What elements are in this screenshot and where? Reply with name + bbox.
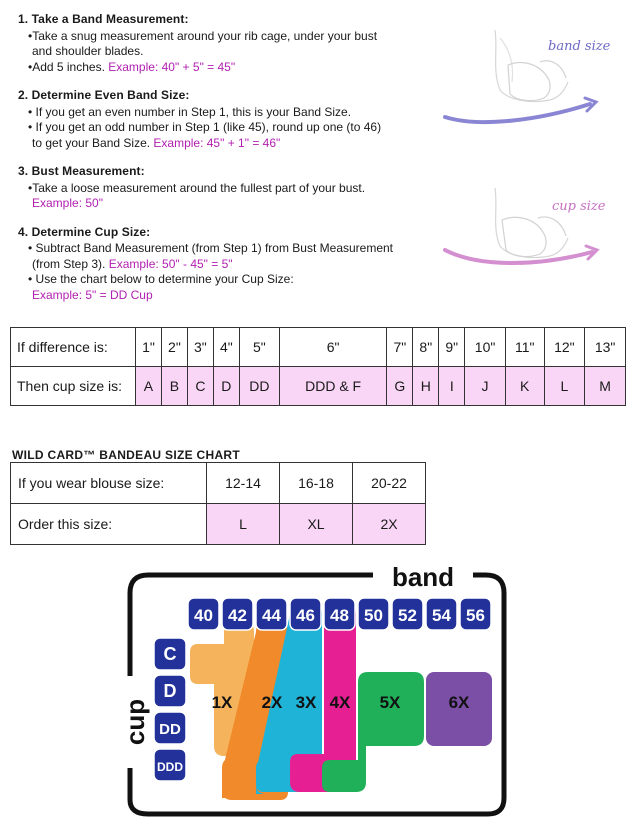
difference-cell: 10" [465, 328, 506, 367]
cup-chip-label: DD [159, 721, 181, 738]
band-chip [256, 598, 287, 630]
size-label-5x: 5X [379, 693, 401, 712]
difference-cell: 12" [544, 328, 585, 367]
order-size-cell: 2X [353, 504, 426, 545]
step-line [18, 44, 448, 60]
cup-chip-label: DDD [157, 760, 183, 774]
step-line [18, 181, 448, 197]
step-text: • If you get an odd number in Step 1 (like 45), round up one (to 46) [28, 120, 382, 134]
band-chip-label: 56 [466, 606, 485, 625]
cup-size-cell: DD [239, 367, 279, 406]
step-line [18, 105, 448, 121]
step-text: •Add 5 inches. [28, 59, 109, 74]
instructions [18, 12, 448, 316]
cup-size-row-label: Then cup size is: [11, 367, 136, 406]
band-cup-size-chart [118, 562, 514, 820]
band-chip-label: 54 [432, 606, 451, 625]
band-chip-label: 52 [398, 606, 417, 625]
step-example: Example: 40" + 5" = 45" [108, 59, 236, 74]
step-text: •Take a loose measurement around the fullest part of your bust. [28, 180, 366, 195]
step-line [18, 241, 448, 257]
blouse-size-cell: 12-14 [207, 463, 280, 504]
cup-chip [154, 749, 186, 781]
difference-cell: 2" [161, 328, 187, 367]
size-label-1x: 1X [211, 693, 233, 712]
band-chip-label: 40 [194, 606, 213, 625]
band-chip-label: 48 [330, 606, 349, 625]
step-1 [18, 12, 448, 75]
cup-size-cell: I [439, 367, 465, 406]
step-line [18, 29, 448, 45]
step-example: Example: 50" [32, 196, 103, 210]
size-label-2x: 2X [261, 693, 283, 712]
blouse-size-row-label: If you wear blouse size: [11, 463, 207, 504]
cup-size-cell: J [465, 367, 506, 406]
order-size-cell: XL [280, 504, 353, 545]
band-chip [290, 598, 321, 630]
cup-chip-label: D [163, 681, 177, 701]
cup-chip [154, 638, 186, 670]
difference-cell: 13" [585, 328, 626, 367]
step-example: Example: 5" = DD Cup [32, 287, 153, 302]
step-text: • Subtract Band Measurement (from Step 1) from Bust Measurement [28, 241, 394, 255]
band-chip [460, 598, 491, 630]
step-title: 2. Determine Even Band Size: [18, 88, 190, 102]
band-size-illustration [440, 20, 615, 130]
cup-size-cell: B [161, 367, 187, 406]
band-chip [358, 598, 389, 630]
difference-cell: 9" [439, 328, 465, 367]
band-chip [392, 598, 423, 630]
order-size-cell: L [207, 504, 280, 545]
step-2 [18, 88, 448, 151]
cup-size-cell: D [213, 367, 239, 406]
cup-chip-label: C [163, 644, 177, 664]
step-text: • Use the chart below to determine your Cup Size: [28, 272, 294, 286]
difference-cell: 11" [505, 328, 544, 367]
step-text: (from Step 3). [32, 256, 109, 271]
difference-cell: 4" [213, 328, 239, 367]
band-title: band [391, 562, 455, 592]
size-label-3x: 3X [295, 693, 317, 712]
difference-cell: 1" [136, 328, 162, 367]
band-chip-label: 46 [296, 606, 315, 625]
step-title: 4. Determine Cup Size: [18, 224, 151, 239]
difference-cell: 8" [413, 328, 439, 367]
blouse-size-cell: 20-22 [353, 463, 426, 504]
step-line [18, 136, 448, 152]
band-chip [324, 598, 355, 630]
bandeau-chart-title: WILD CARD™ BANDEAU SIZE CHART [12, 448, 241, 462]
step-4 [18, 225, 448, 304]
cup-chip [154, 712, 186, 744]
cup-chip [154, 675, 186, 707]
cup-size-cell: K [505, 367, 544, 406]
cup-size-label: cup size [552, 199, 606, 214]
step-line [18, 196, 448, 212]
cup-size-table [10, 327, 626, 406]
cup-size-illustration [440, 180, 615, 290]
cup-size-cell: C [187, 367, 213, 406]
band-chip-label: 50 [364, 606, 383, 625]
difference-row-label: If difference is: [11, 328, 136, 367]
step-example: Example: 45" + 1" = 46" [153, 135, 281, 150]
order-size-row-label: Order this size: [11, 504, 207, 545]
difference-cell: 5" [239, 328, 279, 367]
step-title: 3. Bust Measurement: [18, 164, 145, 178]
bandeau-size-table [10, 462, 426, 545]
band-chip [426, 598, 457, 630]
step-line [18, 272, 448, 288]
step-3 [18, 164, 448, 212]
step-text: •Take a snug measurement around your rib cage, under your bust [28, 28, 378, 43]
step-title: 1. Take a Band Measurement: [18, 12, 189, 26]
cup-size-cell: L [544, 367, 585, 406]
cup-size-cell: H [413, 367, 439, 406]
size-label-4x: 4X [329, 693, 351, 712]
cup-size-cell: G [387, 367, 413, 406]
difference-cell: 3" [187, 328, 213, 367]
cup-title: cup [120, 698, 150, 746]
band-chip-label: 44 [262, 606, 281, 625]
step-line [18, 120, 448, 136]
cup-size-cell: DDD & F [279, 367, 387, 406]
step-line [18, 257, 448, 273]
band-chip [222, 598, 253, 630]
step-example: Example: 50" - 45" = 5" [108, 256, 233, 271]
band-size-label: band size [548, 39, 611, 54]
difference-cell: 7" [387, 328, 413, 367]
band-chip-label: 42 [228, 606, 247, 625]
blouse-size-cell: 16-18 [280, 463, 353, 504]
step-text: to get your Band Size. [32, 135, 154, 150]
difference-cell: 6" [279, 328, 387, 367]
step-line [18, 60, 448, 76]
size-label-6x: 6X [448, 693, 470, 712]
cup-size-cell: A [136, 367, 162, 406]
cup-size-cell: M [585, 367, 626, 406]
step-text: • If you get an even number in Step 1, this is your Band Size. [28, 104, 352, 119]
band-chip [188, 598, 219, 630]
step-line [18, 288, 448, 304]
step-text: and shoulder blades. [32, 44, 144, 58]
